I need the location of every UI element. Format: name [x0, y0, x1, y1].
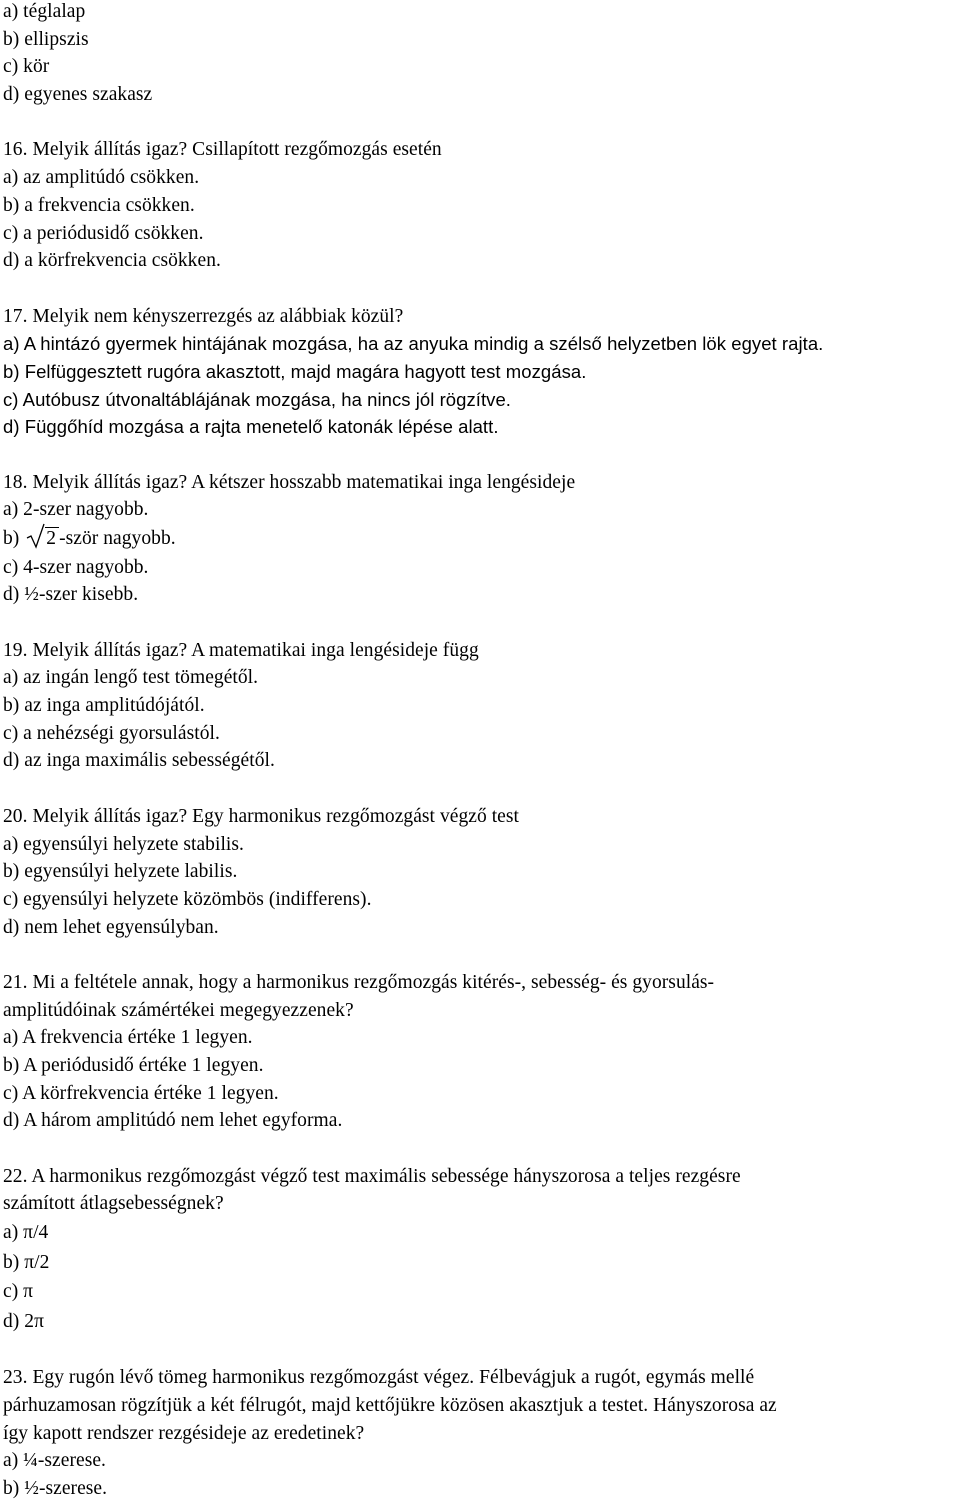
- q17-option-d: d) Függőhíd mozgása a rajta menetelő katonák lépése alatt.: [3, 416, 499, 438]
- q18-option-b-radicand: 2: [45, 527, 59, 550]
- q19-text: 19. Melyik állítás igaz? A matematikai inga lengésideje függ: [3, 639, 479, 661]
- q18-option-d: d) ½-szer kisebb.: [3, 584, 139, 606]
- q23-option-b: b) ½-szerese.: [3, 1477, 108, 1499]
- question-17: [3, 303, 953, 441]
- q16-option-d: d) a körfrekvencia csökken.: [3, 250, 221, 272]
- q20-option-d: d) nem lehet egyensúlyban.: [3, 916, 219, 938]
- q21-option-a: a) A frekvencia értéke 1 legyen.: [3, 1027, 253, 1049]
- q22-option-c: c) π: [3, 1281, 34, 1303]
- q17-text: 17. Melyik nem kényszerrezgés az alábbiak közül?: [3, 305, 404, 327]
- square-root-symbol: [26, 524, 59, 554]
- q18-option-c: c) 4-szer nagyobb.: [3, 556, 149, 578]
- q15-option-b: b) ellipszis: [3, 28, 89, 50]
- q17-option-b: b) Felfüggesztett rugóra akasztott, majd magára hagyott test mozgása.: [3, 360, 587, 382]
- q18-option-b-prefix: b): [3, 528, 20, 550]
- q19-option-c: c) a nehézségi gyorsulástól.: [3, 722, 220, 744]
- q23-option-a: a) ¼-szerese.: [3, 1450, 106, 1472]
- q16-text: 16. Melyik állítás igaz? Csillapított rezgőmozgás esetén: [3, 139, 442, 161]
- q16-option-b: b) a frekvencia csökken.: [3, 194, 195, 216]
- q22-option-d: d) 2π: [3, 1310, 44, 1332]
- q19-option-b: b) az inga amplitúdójától.: [3, 695, 205, 717]
- q17-option-c: c) Autóbusz útvonaltáblájának mozgása, ha nincs jól rögzítve.: [3, 388, 511, 410]
- q21-option-c: c) A körfrekvencia értéke 1 legyen.: [3, 1082, 279, 1104]
- q21-text-line1: 21. Mi a feltétele annak, hogy a harmonikus rezgőmozgás kitérés-, sebesség- és gyorsulás-: [3, 971, 715, 993]
- question-16: [3, 136, 953, 274]
- q22-option-b: b) π/2: [3, 1251, 50, 1273]
- q16-option-c: c) a periódusidő csökken.: [3, 222, 204, 244]
- question-22: [3, 1163, 953, 1337]
- q21-text-line2: amplitúdóinak számértékei megegyezzenek?: [3, 999, 354, 1021]
- radical-sign-icon: [26, 523, 46, 549]
- q18-option-b-suffix: -ször nagyobb.: [59, 528, 176, 550]
- q18-text: 18. Melyik állítás igaz? A kétszer hosszabb matematikai inga lengésideje: [3, 471, 576, 493]
- question-23: [3, 1364, 953, 1502]
- q21-option-b: b) A periódusidő értéke 1 legyen.: [3, 1055, 264, 1077]
- document-page: [3, 0, 953, 1503]
- q22-option-a: a) π/4: [3, 1222, 49, 1244]
- q21-option-d: d) A három amplitúdó nem lehet egyforma.: [3, 1110, 343, 1132]
- q19-option-a: a) az ingán lengő test tömegétől.: [3, 667, 259, 689]
- q20-option-b: b) egyensúlyi helyzete labilis.: [3, 861, 238, 883]
- q18-option-b: [3, 524, 953, 554]
- q15-options: [3, 0, 953, 109]
- q15-option-d: d) egyenes szakasz: [3, 84, 153, 106]
- q22-text-line2: számított átlagsebességnek?: [3, 1193, 224, 1215]
- q20-option-c: c) egyensúlyi helyzete közömbös (indifferens).: [3, 888, 372, 910]
- q22-text-line1: 22. A harmonikus rezgőmozgást végző test maximális sebessége hányszorosa a teljes rezgésre: [3, 1165, 741, 1187]
- q15-option-c: c) kör: [3, 56, 50, 78]
- question-20: [3, 803, 953, 941]
- question-18: [3, 469, 953, 609]
- q23-text-line2: párhuzamosan rögzítjük a két félrugót, majd kettőjükre közösen akasztjuk a testet. Hányszorosa az: [3, 1394, 777, 1416]
- q19-option-d: d) az inga maximális sebességétől.: [3, 750, 275, 772]
- q20-option-a: a) egyensúlyi helyzete stabilis.: [3, 833, 244, 855]
- q15-option-a: a) téglalap: [3, 1, 86, 22]
- q23-text-line1: 23. Egy rugón lévő tömeg harmonikus rezgőmozgást végez. Félbevágjuk a rugót, egymás mellé: [3, 1367, 755, 1389]
- q20-text: 20. Melyik állítás igaz? Egy harmonikus rezgőmozgást végző test: [3, 805, 519, 827]
- question-19: [3, 637, 953, 775]
- q16-option-a: a) az amplitúdó csökken.: [3, 167, 200, 189]
- question-21: [3, 969, 953, 1135]
- q18-option-a: a) 2-szer nagyobb.: [3, 499, 149, 521]
- q17-option-a: a) A hintázó gyermek hintájának mozgása, ha az anyuka mindig a szélső helyzetben lök egyet rajta.: [3, 333, 824, 355]
- q23-text-line3: így kapott rendszer rezgésideje az eredetinek?: [3, 1422, 365, 1444]
